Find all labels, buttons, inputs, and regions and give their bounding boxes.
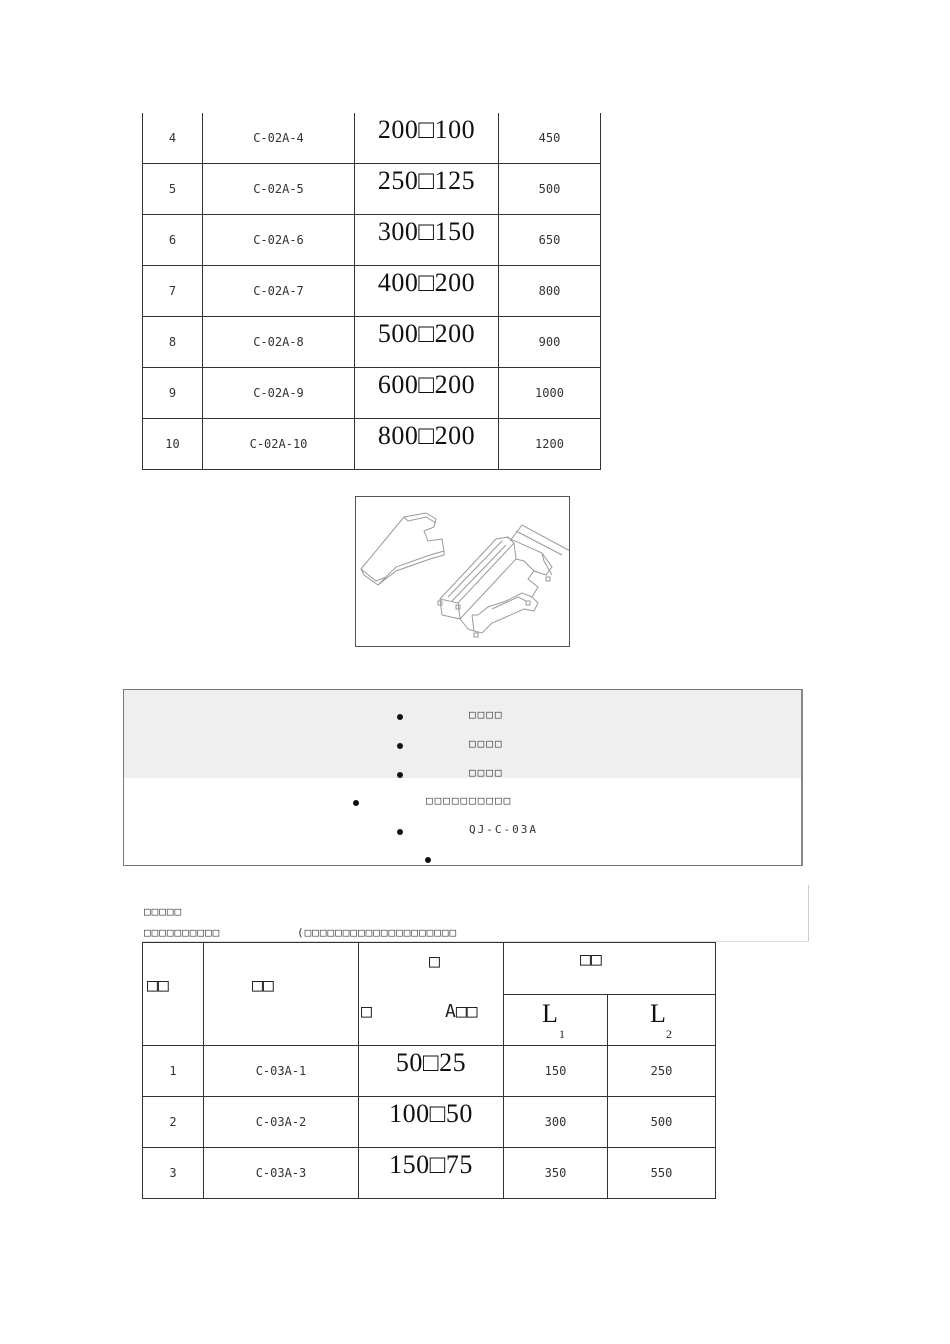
l2-value: 250 (608, 1046, 716, 1097)
size-cell (359, 1097, 504, 1148)
size-value: 600□200 (377, 370, 476, 399)
model-code: C-03A-3 (204, 1148, 359, 1199)
bullet-icon (397, 743, 403, 749)
header-l2: L (650, 998, 666, 1028)
caption-line: □□□□□ (144, 905, 183, 918)
header-size-bottom-right: A□□ (445, 1001, 478, 1022)
bullet-icon (425, 857, 431, 863)
table-row (143, 1097, 716, 1148)
list-highlight-band (124, 690, 801, 778)
cable-tray-tee-drawing (355, 496, 570, 647)
header-model-cell (204, 943, 359, 1046)
header-size-top: □ (429, 951, 440, 972)
size-value: 250□125 (377, 166, 476, 195)
table-caption (142, 885, 809, 942)
length-value: 1000 (499, 368, 601, 419)
size-cell (355, 164, 499, 215)
length-value: 900 (499, 317, 601, 368)
header-l1: L (542, 998, 558, 1028)
header-l1-sub: 1 (559, 1026, 565, 1041)
length-value: 1200 (499, 419, 601, 470)
size-value: 300□150 (377, 217, 476, 246)
size-value: 200□100 (377, 115, 476, 144)
size-value: 100□50 (389, 1099, 473, 1128)
row-number: 10 (143, 419, 203, 470)
table-row (143, 113, 601, 164)
size-cell (355, 215, 499, 266)
header-row (143, 943, 716, 995)
header-size-bottom-left: □ (361, 1001, 372, 1022)
bullet-icon (397, 714, 403, 720)
list-item: □□□□ (469, 737, 504, 750)
l1-value: 300 (504, 1097, 608, 1148)
table-row (143, 317, 601, 368)
table-row (143, 419, 601, 470)
row-number: 5 (143, 164, 203, 215)
length-value: 450 (499, 113, 601, 164)
row-number: 1 (143, 1046, 204, 1097)
size-value: 500□200 (377, 319, 476, 348)
size-cell (355, 113, 499, 164)
list-item-model: QJ-C-03A (469, 823, 538, 836)
spec-table-c02a (142, 113, 601, 470)
row-number: 8 (143, 317, 203, 368)
product-info-list (123, 689, 803, 866)
row-number: 7 (143, 266, 203, 317)
table-row (143, 215, 601, 266)
table-row (143, 164, 601, 215)
l1-value: 350 (504, 1148, 608, 1199)
spec-table-c03a (142, 942, 716, 1199)
model-code: C-02A-5 (203, 164, 355, 215)
model-code: C-02A-6 (203, 215, 355, 266)
size-value: 50□25 (395, 1048, 467, 1077)
model-code: C-02A-9 (203, 368, 355, 419)
length-value: 500 (499, 164, 601, 215)
caption-line: □□□□□□□□□□ (144, 926, 221, 939)
header-no-cell (143, 943, 204, 1046)
row-number: 9 (143, 368, 203, 419)
list-item: □□□□ (469, 708, 504, 721)
l1-value: 150 (504, 1046, 608, 1097)
cable-tray-tee-illustration (356, 497, 569, 646)
l2-value: 500 (608, 1097, 716, 1148)
row-number: 2 (143, 1097, 204, 1148)
model-code: C-02A-10 (203, 419, 355, 470)
caption-note: (□□□□□□□□□□□□□□□□□□□□ (297, 926, 458, 939)
header-l2-cell (608, 994, 716, 1046)
header-model: □□ (252, 975, 274, 996)
size-cell (359, 1148, 504, 1199)
size-cell (355, 419, 499, 470)
size-cell (355, 266, 499, 317)
header-length-cell (504, 943, 716, 995)
size-cell (355, 317, 499, 368)
table-row (143, 1046, 716, 1097)
model-code: C-02A-7 (203, 266, 355, 317)
header-l1-cell (504, 994, 608, 1046)
row-number: 3 (143, 1148, 204, 1199)
header-length: □□ (580, 949, 602, 970)
model-code: C-02A-8 (203, 317, 355, 368)
size-value: 150□75 (389, 1150, 473, 1179)
model-code: C-03A-2 (204, 1097, 359, 1148)
table-row (143, 1148, 716, 1199)
size-cell (359, 1046, 504, 1097)
model-code: C-02A-4 (203, 113, 355, 164)
list-item: □□□□ (469, 766, 504, 779)
header-size-cell (359, 943, 504, 1046)
table-row (143, 368, 601, 419)
header-no: □□ (147, 975, 169, 996)
bullet-icon (353, 800, 359, 806)
model-code: C-03A-1 (204, 1046, 359, 1097)
size-value: 400□200 (377, 268, 476, 297)
row-number: 6 (143, 215, 203, 266)
table-row (143, 266, 601, 317)
length-value: 650 (499, 215, 601, 266)
size-value: 800□200 (377, 421, 476, 450)
row-number: 4 (143, 113, 203, 164)
list-item: □□□□□□□□□□ (426, 794, 513, 807)
size-cell (355, 368, 499, 419)
l2-value: 550 (608, 1148, 716, 1199)
bullet-icon (397, 772, 403, 778)
length-value: 800 (499, 266, 601, 317)
bullet-icon (397, 829, 403, 835)
header-l2-sub: 2 (666, 1026, 672, 1041)
